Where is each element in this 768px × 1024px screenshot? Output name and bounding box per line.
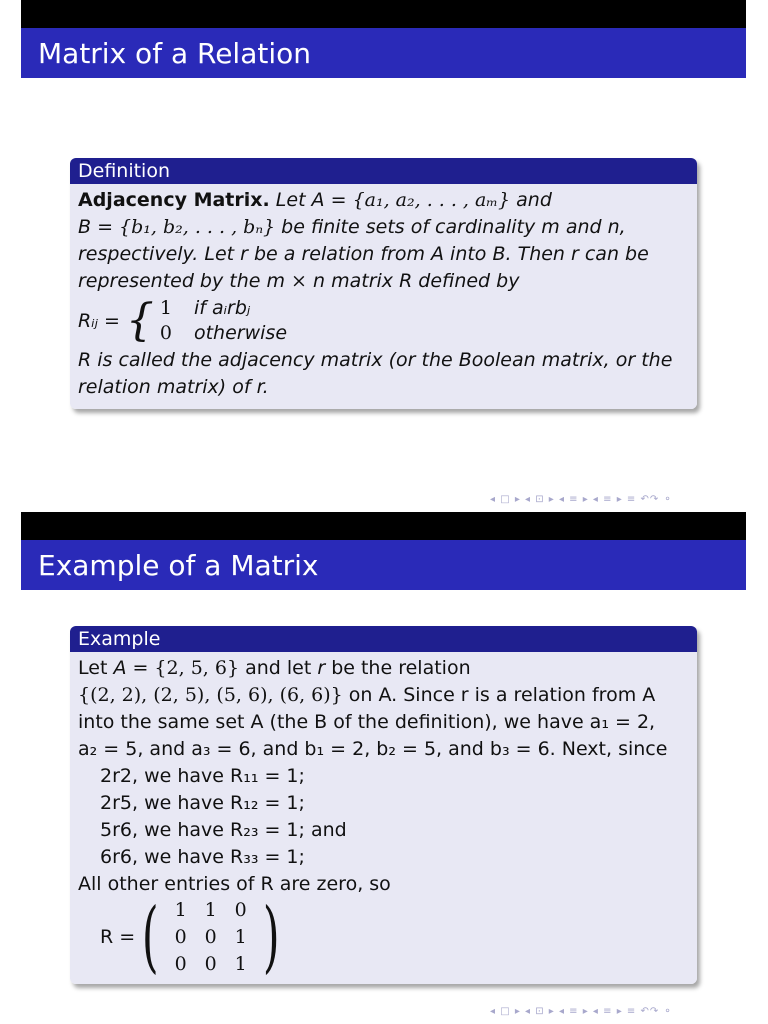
def-line-6: relation matrix) of r. [78,376,269,398]
slide-title-bar [21,28,746,78]
text: be finite sets of cardinality m and n, [275,216,626,238]
slide-title-bar [21,540,746,590]
result-matrix [78,892,286,982]
beamer-navigation[interactable]: ◂ □ ▸ ◂ ⊡ ▸ ◂ ≡ ▸ ◂ ≡ ▸ ≡ ↶↷ ⚬ [490,494,673,505]
case-1-value: 1 [159,297,172,319]
text: represented by the m [78,270,292,292]
ex-step-2: 2r5, we have R₁₂ = 1; [100,792,305,814]
matrix-cell: 0 [204,952,217,975]
text: Let [78,657,114,679]
cases [160,296,287,346]
top-bar [21,512,746,540]
text: on A. Since r is a relation from A [342,684,656,706]
text: be the relation [325,657,471,679]
block-body [70,184,697,409]
case-1-condition: if aᵢrbⱼ [193,297,251,319]
block-header: Definition [70,158,697,184]
matrix-grid [166,897,256,978]
ex-line-4: a₂ = 5, and a₃ = 6, and b₁ = 2, b₂ = 5, and b₃ = 6. Next, since [78,738,668,760]
slide-title: Example of a Matrix [38,549,319,582]
case-2-value: 0 [159,322,172,344]
text: B = [78,216,120,238]
example-block [70,626,697,984]
matrix-cell: 1 [234,925,247,948]
set-expr: = {2, 5, 6} [126,657,240,679]
slide-2 [0,512,768,1024]
ex-line-9: All other entries of R are zero, so [78,873,391,895]
def-line-3: respectively. Let r be a relation from A into B. Then r can be [78,243,649,265]
text: n matrix R defined by [306,270,520,292]
set-b: {b₁, b₂, . . . , bₙ} [119,216,276,238]
matrix-cell: 0 [174,925,187,948]
left-paren: ( [142,892,159,982]
case-2-condition: otherwise [193,322,288,344]
text: and [510,189,552,211]
left-brace: { [125,295,154,346]
matrix-cell: 1 [234,952,247,975]
matrix-cell: 0 [174,952,187,975]
ex-line-3: into the same set A (the B of the definition), we have a₁ = 2, [78,711,656,733]
block-body [70,652,697,984]
matrix-cell: 0 [204,925,217,948]
block-header: Example [70,626,697,652]
slide-title: Matrix of a Relation [38,37,311,70]
def-line-2 [78,214,689,241]
var-r: r [317,657,326,679]
ex-line-2 [78,682,689,709]
set-a: {a₁, a₂, . . . , aₘ} [352,189,511,211]
top-bar [21,0,746,28]
text: Let A = [275,189,353,211]
def-line-1 [78,187,689,214]
ex-step-3: 5r6, we have R₂₃ = 1; and [100,819,347,841]
matrix-label: R = [100,925,136,948]
piecewise-definition [78,295,287,347]
matrix-cell: 0 [234,898,247,921]
right-paren: ) [262,892,280,982]
definition-block [70,158,697,409]
ex-line-1 [78,655,689,682]
matrix-cell: 1 [204,898,217,921]
times-symbol: × [291,270,307,292]
matrix-cell: 1 [174,898,187,921]
definition-term: Adjacency Matrix. [78,189,270,211]
relation-set: {(2, 2), (2, 5), (5, 6), (6, 6)} [78,684,343,706]
ex-step-1: 2r2, we have R₁₁ = 1; [100,765,305,787]
def-line-4 [78,268,689,295]
beamer-navigation[interactable]: ◂ □ ▸ ◂ ⊡ ▸ ◂ ≡ ▸ ◂ ≡ ▸ ≡ ↶↷ ⚬ [490,1006,673,1017]
rij-label: Rᵢⱼ = [78,309,120,332]
ex-step-4: 6r6, we have R₃₃ = 1; [100,846,305,868]
var-a: A [113,657,127,679]
text: and let [239,657,318,679]
def-line-5: R is called the adjacency matrix (or the Boolean matrix, or the [78,349,673,371]
